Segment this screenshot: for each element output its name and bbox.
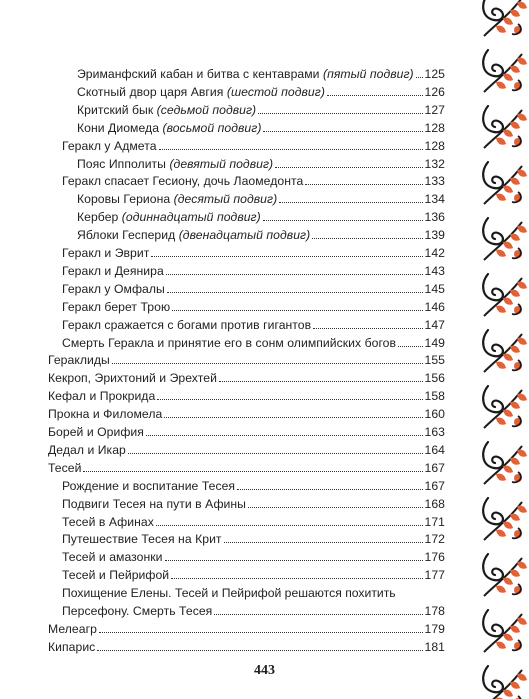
toc-page-number: 149 [424, 335, 445, 350]
dot-leader [83, 471, 422, 472]
dot-leader [151, 256, 422, 257]
toc-entry[interactable] [62, 546, 445, 564]
dot-leader [275, 167, 422, 168]
toc-entry-text: Тесей [48, 460, 82, 475]
toc-entry-title [77, 228, 310, 242]
toc-entry-note: (пятый подвиг) [322, 67, 414, 81]
toc-entry-title [77, 67, 414, 81]
toc-entry-text: Путешествие Тесея на Крит [62, 532, 222, 547]
toc-entry-title [48, 443, 126, 457]
toc-page-number: 143 [424, 263, 445, 278]
toc-entry-title [62, 300, 170, 314]
toc-entry[interactable] [77, 153, 445, 171]
toc-page-number: 176 [424, 550, 445, 565]
toc-entry[interactable] [62, 332, 445, 350]
dot-leader [398, 346, 422, 347]
ornament-motif-icon [483, 0, 527, 36]
toc-entry-text: Тесей в Афинах [62, 514, 154, 529]
dot-leader [128, 453, 423, 454]
toc-entry-title [62, 515, 154, 529]
dot-leader [165, 560, 423, 561]
toc-entry-note: (десятый подвиг) [173, 192, 278, 207]
toc-entry-note: (двенадцатый подвиг) [178, 228, 311, 243]
toc-entry-title [62, 604, 212, 618]
dot-leader [112, 363, 423, 364]
toc-entry-text: Тесей и амазонки [62, 550, 163, 565]
toc-entry-title [62, 550, 163, 564]
toc-page-number: 125 [424, 67, 445, 81]
dot-leader [279, 202, 422, 203]
toc-page-number: 136 [424, 210, 445, 225]
toc-entry[interactable] [77, 99, 445, 117]
toc-entry-text: Геракл берет Трою [62, 299, 171, 314]
dot-leader [248, 507, 423, 508]
toc-entry[interactable] [62, 135, 445, 153]
toc-page-number: 179 [424, 621, 445, 636]
ornament-motif-icon [483, 554, 527, 596]
toc-entry-text: Геракл у Адмета [62, 138, 157, 153]
toc-page-number: 146 [424, 299, 445, 314]
toc-entry-note: (восьмой подвиг) [162, 120, 262, 135]
toc-entry-title [62, 264, 164, 278]
toc-entry[interactable] [62, 296, 445, 314]
toc-entry[interactable] [62, 314, 445, 332]
toc-page-number: 181 [424, 639, 445, 654]
dot-leader [99, 632, 423, 633]
toc-page-number: 155 [424, 353, 445, 368]
toc-entry-note: (одиннадцатый подвиг) [121, 210, 261, 225]
toc-page-number: 134 [424, 192, 445, 207]
dot-leader [166, 274, 423, 275]
toc-entry[interactable] [77, 81, 445, 99]
dot-leader [313, 328, 422, 329]
toc-entry-title [48, 407, 162, 421]
toc-entry-text: Подвиги Тесея на пути в Афины [62, 496, 246, 511]
toc-entry-text: Дедал и Икар [48, 442, 126, 457]
toc-entry[interactable] [62, 600, 445, 618]
ornament-motif-icon [483, 610, 527, 652]
toc-entry-text: Пояс Ипполиты [77, 156, 170, 171]
toc-entry[interactable] [77, 188, 445, 206]
toc-entry-title [62, 282, 165, 296]
ornament-motif-icon [483, 218, 527, 260]
toc-entry[interactable] [48, 618, 445, 636]
toc-entry-title [48, 389, 155, 403]
toc-entry[interactable] [48, 457, 445, 475]
toc-entry[interactable] [77, 63, 445, 81]
toc-entry-text: Коровы Гериона [77, 192, 174, 207]
toc-page-number: 160 [424, 407, 445, 422]
toc-page-number: 128 [424, 138, 445, 153]
toc-entry-text: Смерть Геракла и принятие его в сонм олимпийских богов [62, 335, 397, 350]
toc-page-number: 164 [424, 442, 445, 457]
toc-entry-title [62, 139, 157, 153]
toc-page-number: 127 [424, 102, 445, 117]
toc-entry-text: Рождение и воспитание Тесея [62, 478, 236, 493]
toc-page-number: 142 [424, 246, 445, 260]
toc-entry[interactable] [62, 475, 445, 493]
toc-entry-title [62, 336, 396, 350]
toc-entry-title [48, 461, 81, 475]
toc-entry-title [77, 85, 325, 99]
toc-entry-title [62, 568, 169, 582]
dot-leader [263, 220, 423, 221]
toc-entry[interactable] [62, 260, 445, 278]
toc-entry[interactable] [48, 367, 445, 385]
dot-leader [167, 292, 423, 293]
toc-entry[interactable] [77, 206, 445, 224]
toc-page-number: 145 [424, 281, 445, 296]
toc-entry[interactable] [48, 636, 445, 654]
toc-entry[interactable] [62, 511, 445, 529]
toc-entry-title [62, 318, 311, 332]
toc-entry-title [62, 532, 222, 546]
toc-entry-text: Мелеагр [48, 621, 97, 636]
toc-entry-text: Тесей и Пейрифой [62, 568, 170, 583]
dot-leader [171, 578, 422, 579]
toc-page-number: 128 [424, 120, 445, 135]
toc-entry[interactable] [48, 349, 445, 367]
toc-page-number: 147 [424, 317, 445, 332]
toc-page-number: 178 [424, 604, 445, 618]
toc-entry[interactable] [62, 170, 445, 188]
toc-page-number: 132 [424, 156, 445, 171]
toc-entry-title [48, 640, 95, 654]
dot-leader [159, 149, 423, 150]
toc-entry-title [77, 210, 261, 224]
toc-entry-text: Геракл и Деянира [62, 263, 164, 278]
toc-entry[interactable] [77, 224, 445, 242]
toc-page-number: 133 [424, 174, 445, 189]
dot-leader [263, 131, 422, 132]
ornament-motif-icon [483, 274, 527, 316]
dot-leader [305, 184, 422, 185]
toc-entry-title [77, 103, 256, 117]
toc-entry-note: (седьмой подвиг) [156, 102, 257, 117]
toc-entry[interactable] [62, 242, 445, 260]
toc-page-number: 168 [424, 496, 445, 511]
dot-leader [157, 399, 422, 400]
ornament-motif-icon [483, 106, 527, 148]
toc-page-number: 177 [424, 568, 445, 583]
toc-entry-text: Кони Диомеда [77, 120, 163, 135]
toc-entry-title [62, 174, 303, 188]
toc-entry-title: Похищение Елены. Тесей и Пейрифой решаются похитить [62, 586, 396, 601]
toc-entry-title [48, 353, 110, 367]
toc-entry-text: Кипарис [48, 639, 96, 654]
dot-leader [146, 435, 423, 436]
toc-entry[interactable] [77, 117, 445, 135]
toc-entry-note: (шестой подвиг) [226, 84, 325, 99]
toc-entry-title [62, 497, 246, 511]
toc-entry-title [77, 192, 277, 206]
page-number: 443 [254, 663, 275, 678]
toc-page-number: 171 [424, 514, 445, 529]
dot-leader [327, 95, 423, 96]
toc-entry-title [48, 371, 217, 385]
toc-entry[interactable] [62, 278, 445, 296]
toc-entry[interactable] [48, 421, 445, 439]
toc-entry[interactable] [48, 439, 445, 457]
toc-entry-text: Геракл спасает Гесиону, дочь Лаомедонта [62, 174, 304, 189]
toc-entry[interactable] [62, 564, 445, 582]
toc-entry-title [48, 425, 144, 439]
toc-entry-text: Геракл сражается с богами против гигантов [62, 317, 312, 332]
toc-page-number: 167 [424, 478, 445, 493]
dot-leader [237, 489, 422, 490]
dot-leader [164, 417, 422, 418]
toc-entry-title [48, 622, 97, 636]
toc-entry-text: Кербер [77, 210, 122, 225]
dot-leader [258, 113, 422, 114]
toc-entry-text: Критский бык [77, 102, 157, 117]
dot-leader [214, 614, 422, 615]
toc-entry[interactable] [62, 528, 445, 546]
toc-entry-text: Прокна и Филомела [48, 407, 163, 422]
dot-leader [224, 542, 423, 543]
toc-entry-note: (девятый подвиг) [169, 156, 274, 171]
toc-entry-text: Эриманфский кабан и битва с кентаврами [77, 67, 323, 81]
toc-page-number: 167 [424, 460, 445, 475]
dot-leader [416, 77, 423, 78]
toc-entry-text: Персефону. Смерть Тесея [62, 604, 213, 618]
ornament-motif-icon [483, 162, 527, 204]
dot-leader [219, 381, 423, 382]
ornament-motif-icon [483, 50, 527, 92]
toc-page-number: 156 [424, 371, 445, 386]
toc-page-number: 158 [424, 389, 445, 404]
toc-entry-title [62, 246, 149, 260]
toc-entry[interactable] [62, 493, 445, 511]
dot-leader [97, 650, 422, 651]
toc-entry-title [77, 121, 261, 135]
dot-leader [156, 525, 423, 526]
toc-entry-text: Яблоки Гесперид [77, 228, 179, 243]
ornament-motif-icon [483, 330, 527, 372]
toc-entry[interactable] [48, 385, 445, 403]
toc-entry-text: Геракл у Омфалы [62, 281, 165, 296]
dot-leader [312, 238, 422, 239]
toc-entry-text: Гераклиды [48, 353, 110, 368]
toc-entry-text: Борей и Орифия [48, 425, 144, 439]
toc-entry-text: Геракл и Эврит [62, 246, 150, 260]
ornament-motif-icon [483, 386, 527, 428]
toc-entry[interactable] [48, 403, 445, 421]
toc-entry-text: Кекроп, Эрихтоний и Эрехтей [48, 371, 217, 386]
toc-page-number: 139 [424, 228, 445, 243]
toc-entry-text: Скотный двор царя Авгия [77, 84, 227, 99]
toc-page-number: 172 [424, 532, 445, 547]
ornament-motif-icon [483, 498, 527, 540]
toc-entry-title [77, 157, 273, 171]
toc-entry-text: Кефал и Прокрида [48, 389, 156, 404]
ornament-motif-icon [483, 666, 527, 699]
dot-leader [172, 310, 422, 311]
ornament-motif-icon [483, 442, 527, 484]
toc-entry-title [62, 479, 235, 493]
toc-page-number: 163 [424, 425, 445, 439]
toc-page-number: 126 [424, 84, 445, 99]
folk-ornament-border-icon [478, 0, 529, 699]
